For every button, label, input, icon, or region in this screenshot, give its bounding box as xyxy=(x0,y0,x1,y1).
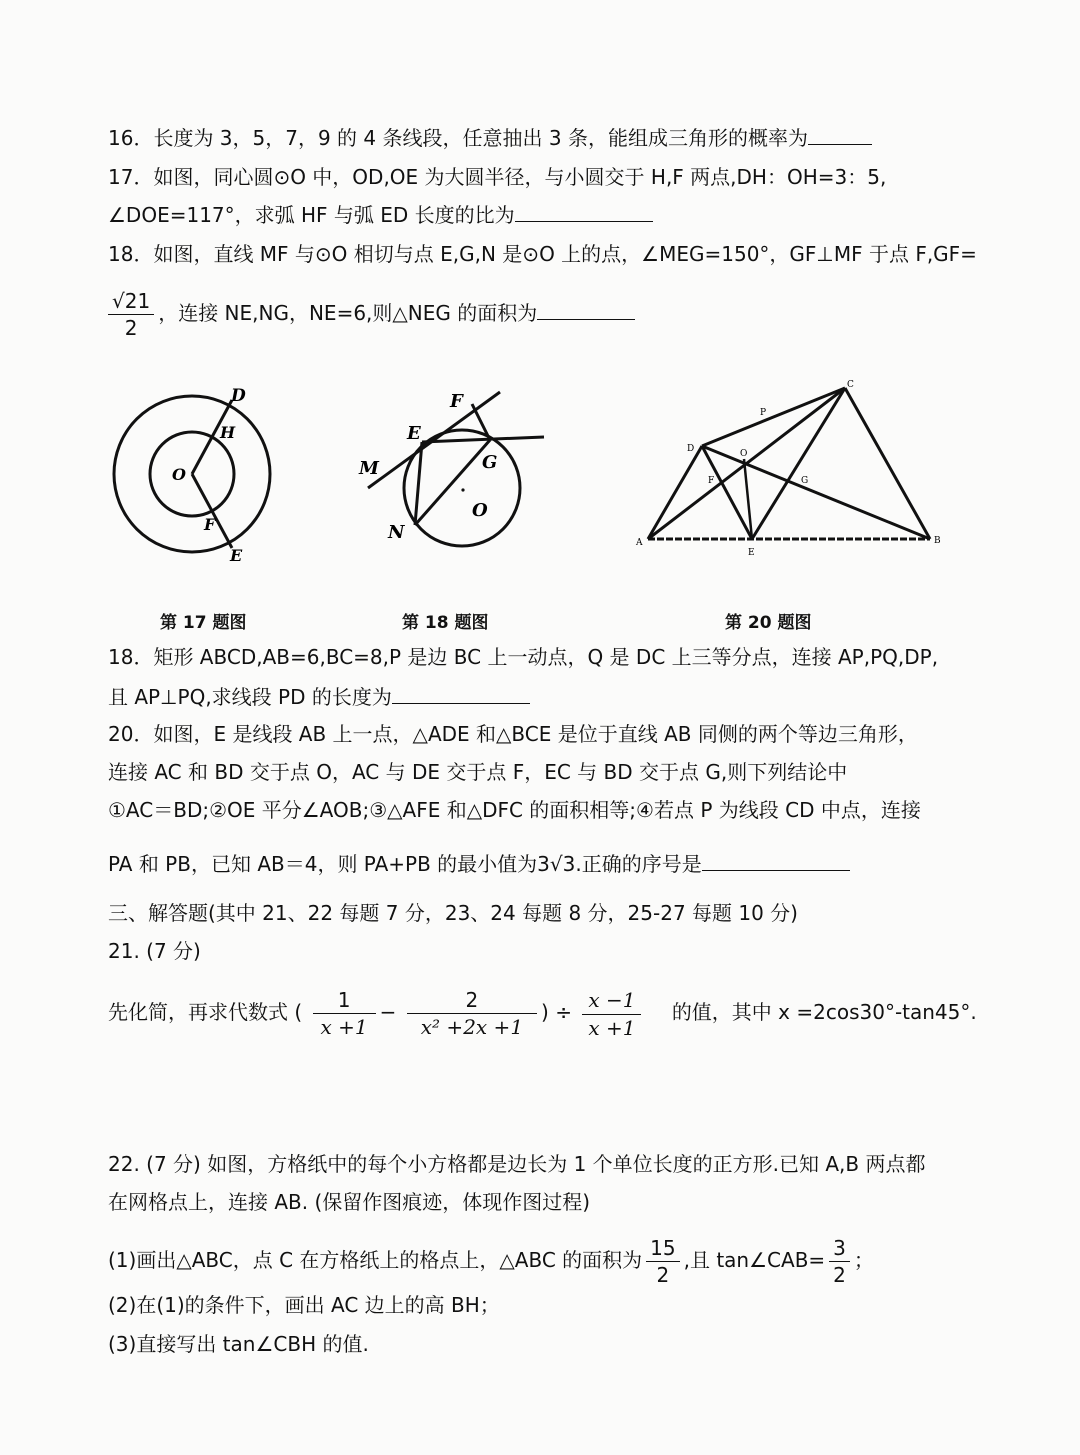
question-22-line2: 在网格点上，连接 AB. (保留作图痕迹，体现作图过程) xyxy=(108,1190,591,1214)
fraction-gf xyxy=(108,290,154,339)
question-18-line1: 18．如图，直线 MF 与⊙O 相切与点 E,G,N 是⊙O 上的点，∠MEG=150°，GF⊥MF 于点 F,GF= xyxy=(108,242,977,266)
label-f: F xyxy=(204,515,216,534)
label-o: O xyxy=(472,500,488,521)
figure-17-concentric-circles xyxy=(100,380,290,570)
question-19-text: 且 AP⊥PQ,求线段 PD 的长度为 xyxy=(108,685,392,709)
fraction-area xyxy=(646,1237,679,1286)
label-g: G xyxy=(801,476,809,486)
fraction-3 xyxy=(582,989,641,1039)
fraction-denominator: 2 xyxy=(833,1263,846,1287)
q22-part1-mid: ,且 tan∠CAB= xyxy=(683,1248,826,1272)
question-21-title: 21. (7 分) xyxy=(108,939,201,963)
figure-20-equilateral-triangles xyxy=(630,375,950,565)
q21-pre-text: 先化简，再求代数式 ( xyxy=(108,1000,303,1024)
fraction-1 xyxy=(313,989,376,1038)
question-22-part1 xyxy=(108,1232,874,1288)
question-22-line1: 22. (7 分) 如图，方格纸中的每个小方格都是边长为 1 个单位长度的正方形.已知 A,B 两点都 xyxy=(108,1152,926,1176)
center-dot xyxy=(461,488,464,491)
answer-blank[interactable] xyxy=(515,201,653,222)
label-h: H xyxy=(220,423,236,442)
label-e: E xyxy=(230,546,243,565)
label-m: M xyxy=(359,458,379,479)
fraction-denominator: 2 xyxy=(656,1263,670,1287)
fraction-tan xyxy=(829,1237,850,1286)
label-n: N xyxy=(388,522,405,543)
label-e: E xyxy=(748,548,755,558)
fraction-denominator: x +1 xyxy=(320,1015,368,1039)
question-20-line1: 20．如图，E 是线段 AB 上一点，△ADE 和△BCE 是位于直线 AB 同侧的两个等边三角形， xyxy=(108,722,918,746)
answer-blank[interactable] xyxy=(392,683,530,704)
question-19-line1: 18．矩形 ABCD,AB=6,BC=8,P 是边 BC 上一动点，Q 是 DC 上三等分点，连接 AP,PQ,DP, xyxy=(108,645,939,669)
label-b: B xyxy=(934,536,941,546)
question-22-part3: (3)直接写出 tan∠CBH 的值. xyxy=(108,1332,369,1356)
figure-18-tangent-circle xyxy=(350,380,560,570)
label-o: O xyxy=(172,465,186,484)
fraction-denominator: 2 xyxy=(124,316,138,340)
question-20-text-end: .正确的序号是 xyxy=(575,852,702,876)
question-16-text: 16．长度为 3，5，7，9 的 4 条线段，任意抽出 3 条，能组成三角形的概率为 xyxy=(108,126,808,150)
min-value: 3√3 xyxy=(537,852,576,876)
label-p: P xyxy=(760,408,767,418)
question-18-line2 xyxy=(104,290,635,339)
radius-oe xyxy=(192,474,232,548)
fraction-numerator: 2 xyxy=(407,989,537,1014)
label-c: C xyxy=(847,380,854,390)
answer-blank[interactable] xyxy=(537,299,635,320)
question-20-line4 xyxy=(108,850,850,877)
segment-cb xyxy=(845,388,930,539)
question-20-line2: 连接 AC 和 BD 交于点 O，AC 与 DE 交于点 F，EC 与 BD 交于点 G,则下列结论中 xyxy=(108,760,848,784)
q22-part1-end: ； xyxy=(853,1248,874,1272)
label-o: O xyxy=(740,449,748,459)
question-21-expression xyxy=(108,980,977,1044)
question-17-line1: 17．如图，同心圆⊙O 中，OD,OE 为大圆半径，与小圆交于 H,F 两点,DH：OH=3：5, xyxy=(108,165,887,189)
fraction-denominator: x +1 xyxy=(582,1014,641,1039)
question-17-line2 xyxy=(108,201,653,228)
answer-blank[interactable] xyxy=(702,850,850,871)
close-divide: ) ÷ xyxy=(541,1000,572,1024)
label-a: A xyxy=(636,538,643,548)
figure-18-caption: 第 18 题图 xyxy=(402,613,489,633)
question-17-text: ∠DOE=117°，求弧 HF 与弧 ED 长度的比为 xyxy=(108,203,515,227)
fraction-2 xyxy=(407,989,537,1038)
label-f: F xyxy=(708,476,715,486)
question-22-part2: (2)在(1)的条件下，画出 AC 边上的高 BH； xyxy=(108,1293,500,1317)
fraction-numerator: x −1 xyxy=(588,987,636,1012)
question-19-line2 xyxy=(108,683,530,710)
q21-post-text: 的值，其中 x =2cos30°-tan45°. xyxy=(671,1000,977,1024)
fraction-denominator: x² +2x +1 xyxy=(420,1015,524,1039)
label-d: D xyxy=(687,444,695,454)
question-20-text: PA 和 PB，已知 AB＝4，则 PA+PB 的最小值为 xyxy=(108,852,538,876)
label-g: G xyxy=(482,452,498,473)
label-f: F xyxy=(450,391,463,412)
label-e: E xyxy=(407,423,421,444)
label-d: D xyxy=(231,386,246,406)
segment-dc xyxy=(702,388,845,446)
q22-part1-text: (1)画出△ABC，点 C 在方格纸上的格点上，△ABC 的面积为 xyxy=(108,1248,643,1272)
figure-17-caption: 第 17 题图 xyxy=(160,613,247,633)
segment-ad xyxy=(648,446,702,539)
section-heading: 三、解答题(其中 21、22 每题 7 分，23、24 每题 8 分，25-27 每题 10 分) xyxy=(108,901,798,925)
minus-sign: − xyxy=(379,1000,397,1024)
figure-20-caption: 第 20 题图 xyxy=(725,613,812,633)
segment-bd xyxy=(702,446,930,539)
fraction-numerator: 15 xyxy=(646,1237,679,1262)
line-eg xyxy=(422,437,544,442)
answer-blank[interactable] xyxy=(808,124,872,145)
question-16 xyxy=(108,124,872,151)
question-18-text: ，连接 NE,NG，NE=6,则△NEG 的面积为 xyxy=(158,301,538,325)
question-20-line3: ①AC＝BD;②OE 平分∠AOB;③△AFE 和△DFC 的面积相等;④若点 P 为线段 CD 中点，连接 xyxy=(108,798,921,822)
fraction-numerator: √21 xyxy=(108,290,154,315)
fraction-numerator: 3 xyxy=(829,1237,850,1262)
fraction-numerator: 1 xyxy=(313,989,376,1014)
